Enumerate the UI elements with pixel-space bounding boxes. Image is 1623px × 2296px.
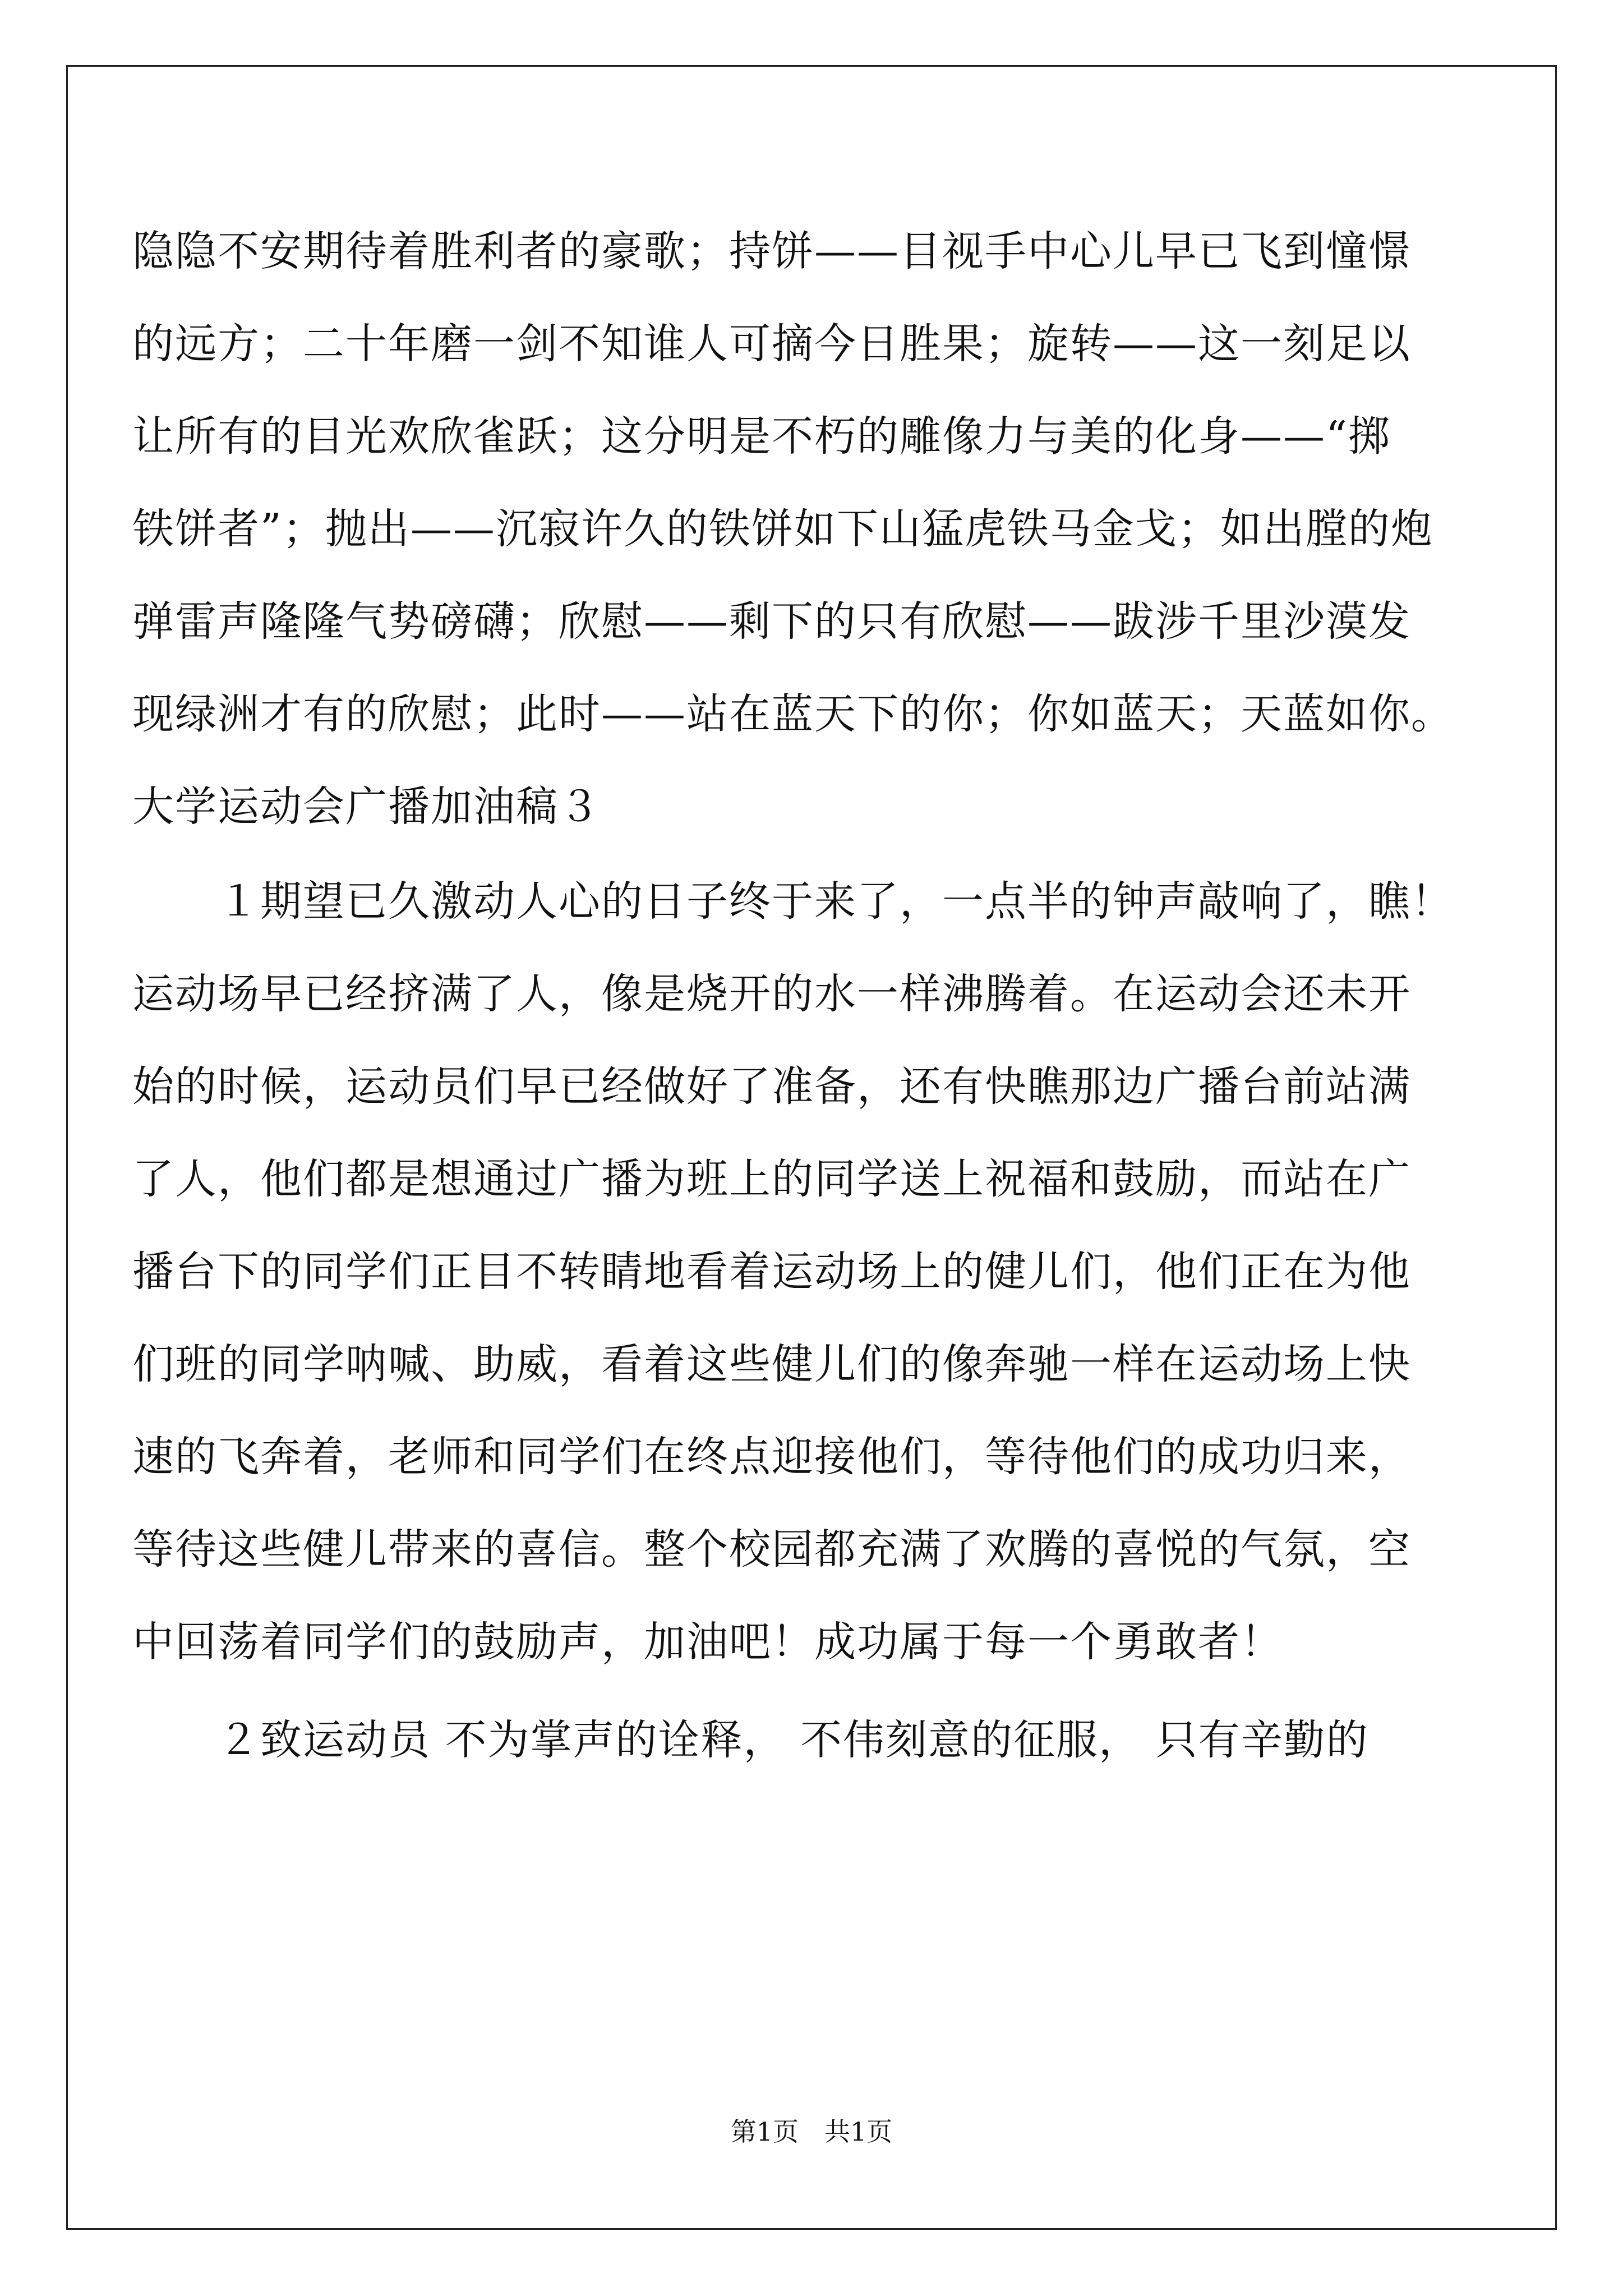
- text-line: ２致运动员 不为掌声的诠释， 不伟刻意的征服， 只有辛勤的: [132, 1716, 1369, 1764]
- text-line: 铁饼者”；抛出——沉寂许久的铁饼如下山猛虎铁马金戈；如出膛的炮: [132, 505, 1433, 553]
- text-line: 隐隐不安期待着胜利者的豪歌；持饼——目视手中心儿早已飞到憧憬: [132, 227, 1411, 275]
- text-line: 弹雷声隆隆气势磅礴；欣慰——剩下的只有欣慰——跋涉千里沙漠发: [132, 597, 1411, 646]
- section-heading: 大学运动会广播加油稿３: [132, 783, 601, 831]
- text-line: 运动场早已经挤满了人，像是烧开的水一样沸腾着。在运动会还未开: [132, 970, 1411, 1018]
- text-line: 始的时候，运动员们早已经做好了准备，还有快瞧那边广播台前站满: [132, 1062, 1411, 1111]
- page-number-footer: 第1页 共1页: [730, 2116, 893, 2147]
- text-line: 的远方；二十年磨一剑不知谁人可摘今日胜果；旋转——这一刻足以: [132, 320, 1411, 368]
- text-line: 等待这些健儿带来的喜信。整个校园都充满了欢腾的喜悦的气氛，空: [132, 1525, 1411, 1573]
- text-line: 中回荡着同学们的鼓励声，加油吧！成功属于每一个勇敢者！: [132, 1618, 1283, 1666]
- text-line: 播台下的同学们正目不转睛地看着运动场上的健儿们，他们正在为他: [132, 1248, 1411, 1296]
- text-line: １期望已久激动人心的日子终于来了，一点半的钟声敲响了，瞧！: [132, 877, 1454, 926]
- text-line: 速的飞奔着，老师和同学们在终点迎接他们，等待他们的成功归来，: [132, 1433, 1411, 1481]
- text-line: 们班的同学呐喊、助威，看着这些健儿们的像奔驰一样在运动场上快: [132, 1340, 1411, 1388]
- text-line: 让所有的目光欢欣雀跃；这分明是不朽的雕像力与美的化身——“掷: [132, 412, 1391, 461]
- page-border: [66, 65, 1557, 2230]
- text-line: 现绿洲才有的欣慰；此时——站在蓝天下的你；你如蓝天；天蓝如你。: [132, 690, 1454, 738]
- text-line: 了人，他们都是想通过广播为班上的同学送上祝福和鼓励，而站在广: [132, 1155, 1411, 1203]
